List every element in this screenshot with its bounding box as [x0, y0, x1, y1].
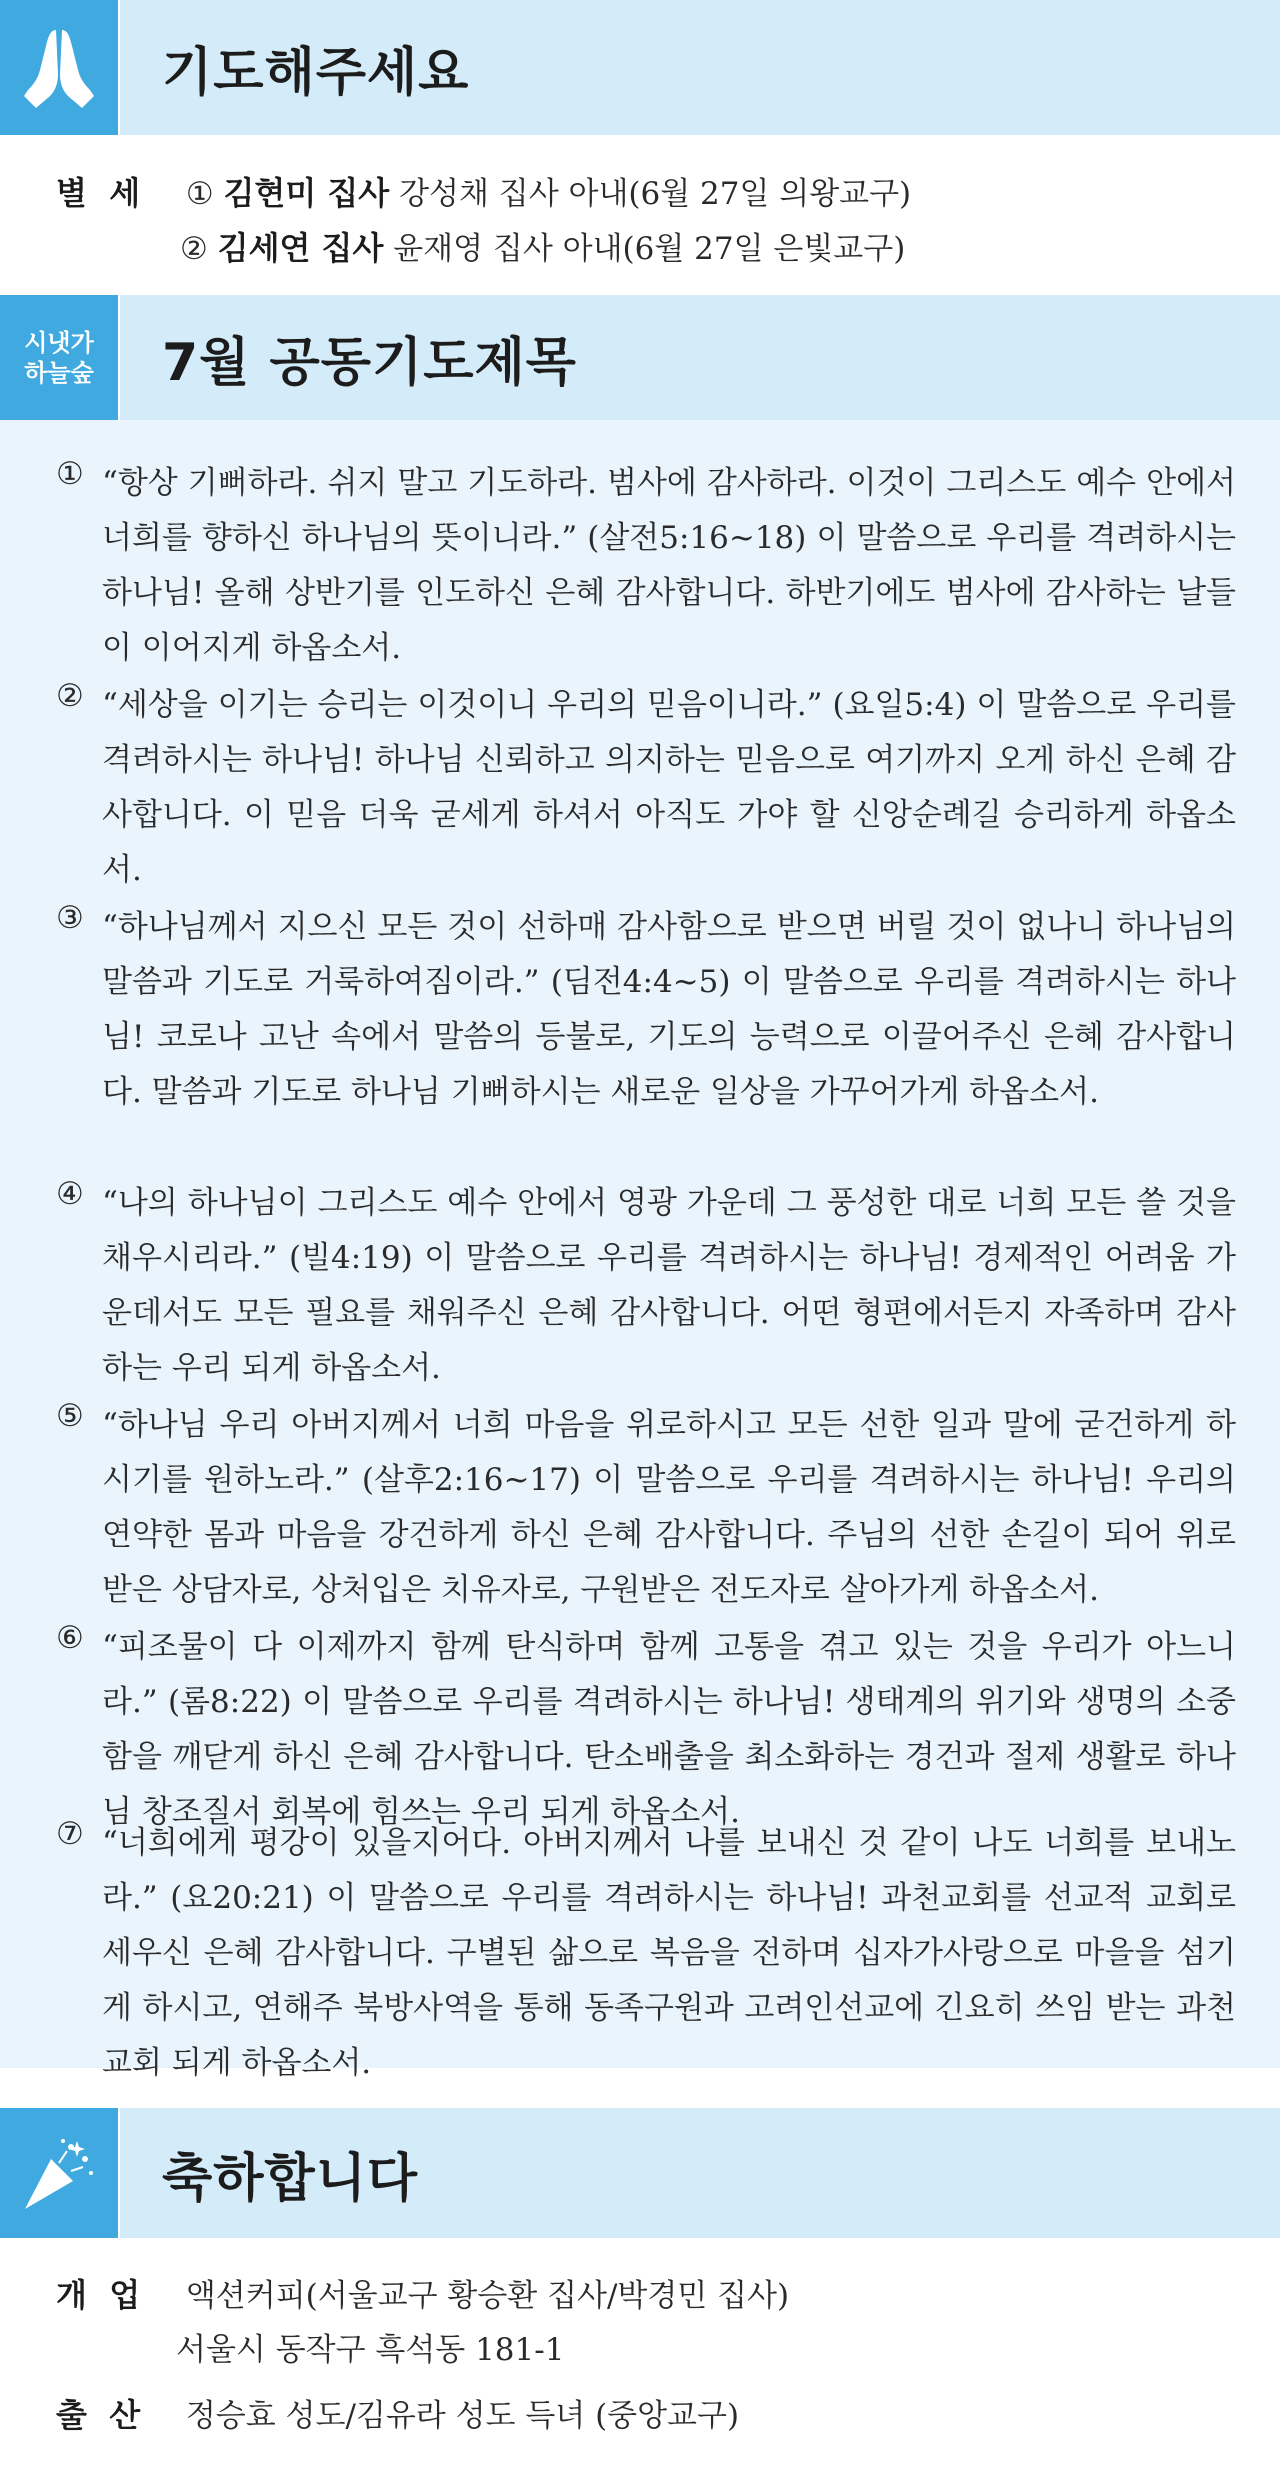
entry-name: 김세연 집사 — [217, 229, 384, 267]
logo-text: 시냇가 하늘숲 — [24, 328, 94, 387]
prayer-item-2 — [56, 678, 1236, 898]
death-label: 별 세 — [56, 174, 141, 212]
prayer-text: “세상을 이기는 승리는 이것이니 우리의 믿음이니라.” (요일5:4) 이 말씀으로 우리를 격려하시는 하나님! 하나님 신뢰하고 의지하는 믿음으로 여기까지 오게 하신 은혜 감사합니다. 이 믿음 더욱 굳세게 하셔서 아직도 가야 할 신앙순례길 승리하게 하옵소서. — [102, 687, 1236, 888]
prayer-item-7 — [56, 1816, 1236, 2091]
prayer-num: ⑦ — [56, 1816, 84, 1852]
prayer-num: ② — [56, 678, 84, 714]
prayer-item-1 — [56, 456, 1236, 676]
entry-detail: 강성채 집사 아내(6월 27일 의왕교구) — [399, 176, 912, 212]
prayer-text: “항상 기뻐하라. 쉬지 말고 기도하라. 범사에 감사하라. 이것이 그리스도 예수 안에서 너희를 향하신 하나님의 뜻이니라.” (살전5:16~18) 이 말씀으로 우리를 격려하시는 하나님! 올해 상반기를 인도하신 은혜 감사합니다. 하반기에도 범사에 감사하는 날들이 이어지게 하옵소서. — [102, 465, 1236, 666]
entry-detail: 윤재영 집사 아내(6월 27일 은빛교구) — [393, 231, 906, 267]
prayer-list — [0, 420, 1280, 2081]
prayer-num: ① — [56, 456, 84, 492]
prayer-request-header — [0, 0, 1280, 135]
birth-label: 출 산 — [56, 2396, 141, 2434]
entry-num: ① — [185, 176, 214, 212]
prayer-num: ⑤ — [56, 1398, 84, 1434]
prayer-num: ⑥ — [56, 1620, 84, 1656]
prayer-text: “피조물이 다 이제까지 함께 탄식하며 함께 고통을 겪고 있는 것을 우리가 아느니라.” (롬8:22) 이 말씀으로 우리를 격려하시는 하나님! 생태계의 위기와 생명의 소중함을 깨닫게 하신 은혜 감사합니다. 탄소배출을 최소화하는 경건과 절제 생활로 하나님 창조질서 회복에 힘쓰는 우리 되게 하옵소서. — [102, 1629, 1236, 1830]
prayer-item-4 — [56, 1176, 1236, 1396]
opening-entry — [56, 2270, 789, 2316]
congrats-header — [0, 2108, 1280, 2238]
prayer-text: “하나님께서 지으신 모든 것이 선하매 감사함으로 받으면 버릴 것이 없나니 하나님의 말씀과 기도로 거룩하여짐이라.” (딤전4:4~5) 이 말씀으로 우리를 격려하시는 하나님! 코로나 고난 속에서 말씀의 등불로, 기도의 능력으로 이끌어주신 은혜 감사합니다. 말씀과 기도로 하나님 기뻐하시는 새로운 일상을 가꾸어가게 하옵소서. — [102, 909, 1236, 1110]
death-entry-2 — [180, 223, 905, 269]
prayer-item-5 — [56, 1398, 1236, 1618]
entry-num: ② — [180, 231, 208, 267]
opening-line-1: 액션커피(서울교구 황승환 집사/박경민 집사) — [185, 2278, 790, 2314]
death-entry-1 — [56, 168, 911, 214]
opening-address — [176, 2324, 564, 2369]
birth-entry — [56, 2390, 739, 2436]
party-popper-icon — [0, 2108, 118, 2238]
prayer-text: “나의 하나님이 그리스도 예수 안에서 영광 가운데 그 풍성한 대로 너희 모든 쓸 것을 채우시리라.” (빌4:19) 이 말씀으로 우리를 격려하시는 하나님! 경제적인 어려움 가운데서도 모든 필요를 채워주신 은혜 감사합니다. 어떤 형편에서든지 자족하며 감사하는 우리 되게 하옵소서. — [102, 1185, 1236, 1386]
section-title: 7월 공동기도제목 — [162, 333, 577, 393]
section-title: 축하합니다 — [162, 2148, 419, 2209]
prayer-num: ③ — [56, 900, 84, 936]
prayer-item-6 — [56, 1620, 1236, 1840]
july-prayer-header — [0, 295, 1280, 420]
prayer-text: “하나님 우리 아버지께서 너희 마음을 위로하시고 모든 선한 일과 말에 굳건하게 하시기를 원하노라.” (살후2:16~17) 이 말씀으로 우리를 격려하시는 하나님! 우리의 연약한 몸과 마음을 강건하게 하신 은혜 감사합니다. 주님의 선한 손길이 되어 위로받은 상담자로, 상처입은 치유자로, 구원받은 전도자로 살아가게 하옵소서. — [102, 1407, 1236, 1608]
stream-sky-forest-logo — [0, 295, 118, 420]
section-title: 기도해주세요 — [162, 43, 470, 103]
praying-hands-icon — [0, 0, 118, 135]
opening-label: 개 업 — [56, 2276, 141, 2314]
prayer-num: ④ — [56, 1176, 84, 1212]
prayer-text: “너희에게 평강이 있을지어다. 아버지께서 나를 보내신 것 같이 나도 너희를 보내노라.” (요20:21) 이 말씀으로 우리를 격려하시는 하나님! 과천교회를 선교적 교회로 세우신 은혜 감사합니다. 구별된 삶으로 복음을 전하며 십자가사랑으로 마을을 섬기게 하시고, 연해주 북방사역을 통해 동족구원과 고려인선교에 긴요히 쓰임 받는 과천교회 되게 하옵소서. — [102, 1825, 1236, 2081]
prayer-item-3 — [56, 900, 1236, 1120]
birth-line-1: 정승효 성도/김유라 성도 득녀 (중앙교구) — [185, 2398, 740, 2434]
opening-line-2: 서울시 동작구 흑석동 181-1 — [176, 2332, 565, 2368]
entry-name: 김현미 집사 — [223, 174, 390, 212]
